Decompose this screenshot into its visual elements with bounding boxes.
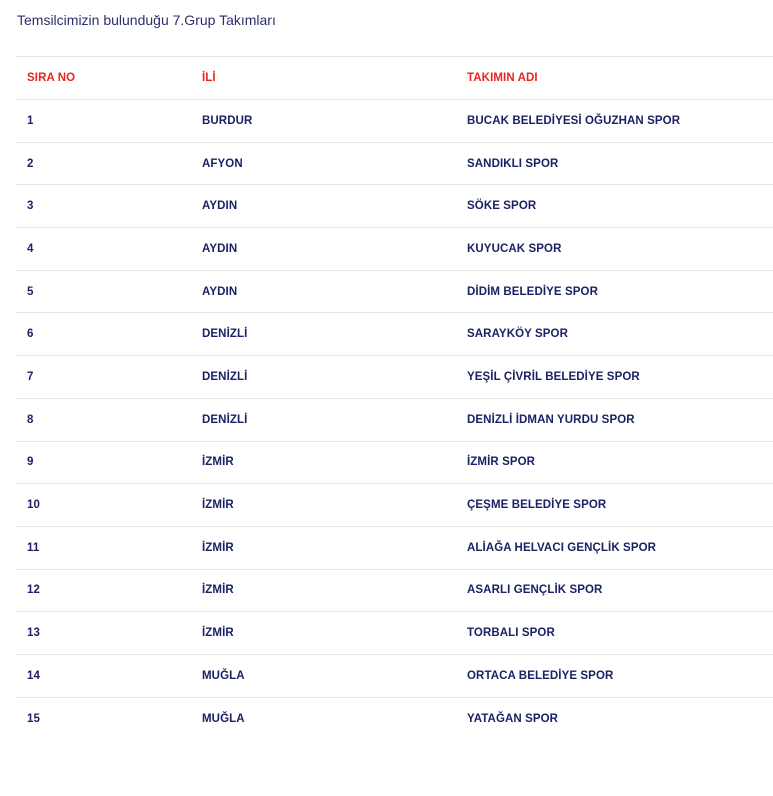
row-number-cell: 3 [27, 200, 34, 213]
team-name-cell: ÇEŞME BELEDİYE SPOR [467, 499, 607, 512]
table-row [16, 484, 773, 527]
city-cell: İZMİR [202, 499, 234, 512]
table-row [16, 526, 773, 569]
page-title: Temsilcimizin bulunduğu 7.Grup Takımları [17, 12, 276, 28]
team-name-cell: KUYUCAK SPOR [467, 242, 562, 255]
team-name-cell: YATAĞAN SPOR [467, 712, 559, 725]
table-row [16, 100, 773, 143]
city-cell: BURDUR [202, 114, 253, 127]
table-header-row [16, 57, 773, 100]
team-name-cell: YEŞİL ÇİVRİL BELEDİYE SPOR [467, 370, 640, 383]
row-number-cell: 13 [27, 627, 40, 640]
table-row [16, 697, 773, 740]
row-number-cell: 7 [27, 370, 34, 383]
city-cell: DENİZLİ [202, 328, 248, 341]
city-cell: DENİZLİ [202, 413, 248, 426]
team-name-cell: BUCAK BELEDİYESİ OĞUZHAN SPOR [467, 114, 681, 127]
row-number-cell: 6 [27, 328, 34, 341]
teams-table [16, 56, 773, 740]
table-row [16, 228, 773, 271]
table-row [16, 356, 773, 399]
row-number-cell: 2 [27, 157, 34, 170]
row-number-cell: 12 [27, 584, 40, 597]
team-name-cell: İZMİR SPOR [467, 456, 536, 469]
team-name-cell: SANDIKLI SPOR [467, 157, 559, 170]
row-number-cell: 9 [27, 456, 34, 469]
city-cell: AYDIN [202, 200, 238, 213]
city-cell: AYDIN [202, 285, 238, 298]
team-name-cell: ORTACA BELEDİYE SPOR [467, 669, 614, 682]
team-name-cell: SÖKE SPOR [467, 200, 537, 213]
table-row [16, 270, 773, 313]
table-row [16, 612, 773, 655]
row-number-cell: 14 [27, 669, 40, 682]
city-cell: AYDIN [202, 242, 238, 255]
table-row [16, 313, 773, 356]
team-name-cell: SARAYKÖY SPOR [467, 328, 568, 341]
row-number-cell: 4 [27, 242, 34, 255]
city-cell: İZMİR [202, 541, 234, 554]
row-number-cell: 1 [27, 114, 34, 127]
city-cell: MUĞLA [202, 712, 245, 725]
team-name-cell: TORBALI SPOR [467, 627, 555, 640]
table-row [16, 441, 773, 484]
table-body [16, 100, 773, 740]
city-cell: AFYON [202, 157, 243, 170]
row-number-cell: 11 [27, 541, 40, 554]
team-name-cell: DENİZLİ İDMAN YURDU SPOR [467, 413, 635, 426]
table-row [16, 142, 773, 185]
city-cell: MUĞLA [202, 669, 245, 682]
table-row [16, 398, 773, 441]
row-number-cell: 5 [27, 285, 34, 298]
table-row [16, 185, 773, 228]
city-cell: DENİZLİ [202, 370, 248, 383]
table-row [16, 569, 773, 612]
team-name-cell: ALİAĞA HELVACI GENÇLİK SPOR [467, 541, 657, 554]
row-number-cell: 10 [27, 499, 40, 512]
city-cell: İZMİR [202, 456, 234, 469]
team-name-cell: ASARLI GENÇLİK SPOR [467, 584, 603, 597]
city-cell: İZMİR [202, 627, 234, 640]
row-number-cell: 15 [27, 712, 40, 725]
table-row [16, 654, 773, 697]
team-name-cell: DİDİM BELEDİYE SPOR [467, 285, 598, 298]
row-number-cell: 8 [27, 413, 34, 426]
column-header-ili: İLİ [202, 72, 216, 84]
city-cell: İZMİR [202, 584, 234, 597]
column-header-sira-no: SIRA NO [27, 72, 76, 84]
column-header-takimin-adi: TAKIMIN ADI [467, 72, 538, 84]
